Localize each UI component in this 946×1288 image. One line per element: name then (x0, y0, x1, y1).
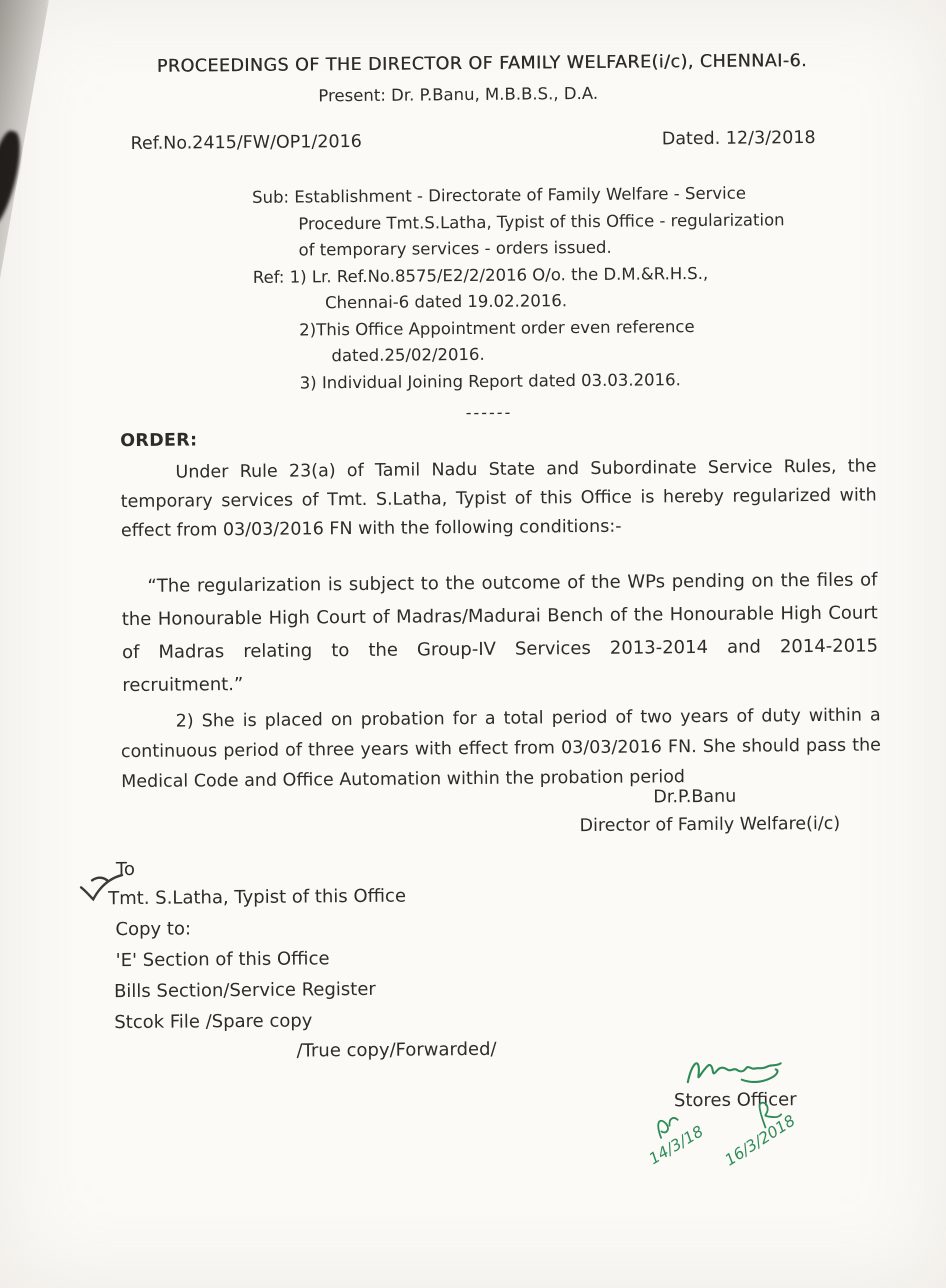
reference-line: 3) Individual Joining Report dated 03.03.2016. (299, 369, 681, 393)
signature-scribble-icon (684, 1053, 786, 1092)
copy-item: 'E' Section of this Office (115, 948, 330, 972)
subject-line: Procedure Tmt.S.Latha, Typist of this Office - regularization (298, 209, 785, 234)
copy-item: Bills Section/Service Register (113, 978, 376, 1003)
reference-line: Ref: 1) Lr. Ref.No.8575/E2/2/2016 O/o. the D.M.&R.H.S., (252, 263, 709, 287)
handwritten-date-left: 14/3/18 (645, 1122, 707, 1169)
order-heading: ORDER: (120, 430, 198, 452)
subject-line: Sub: Establishment - Directorate of Family Welfare - Service (252, 183, 747, 207)
order-paragraph-3: 2) She is placed on probation for a total period of two years of duty within a continuous period of three years with effect from 03/03/2016 FN. She should pass the Medical Code and Office Automation within the probation period (120, 705, 881, 793)
order-paragraph-1: Under Rule 23(a) of Tamil Nadu State and Subordinate Service Rules, the temporary services of Tmt. S.Latha, Typist of this Office is hereby regularized with effect from 03/03/2016 FN with the following conditions:- (120, 456, 877, 542)
present-line: Present: Dr. P.Banu, M.B.B.S., D.A. (318, 83, 599, 106)
ref-number: Ref.No.2415/FW/OP1/2016 (130, 131, 362, 154)
page-title: PROCEEDINGS OF THE DIRECTOR OF FAMILY WELFARE(i/c), CHENNAI-6. (156, 51, 808, 77)
reference-line: Chennai-6 dated 19.02.2016. (324, 291, 568, 313)
reference-line: dated.25/02/2016. (331, 344, 485, 366)
meta-row (131, 128, 816, 154)
reference-line: 2)This Office Appointment order even reference (299, 316, 695, 340)
true-copy-line: /True copy/Forwarded/ (296, 1038, 497, 1062)
separator-dashes: ------ (465, 402, 513, 423)
dated-label: Dated. 12/3/2018 (661, 127, 816, 150)
handwritten-date-right: 16/3/2018 (721, 1111, 799, 1170)
stores-officer-label: Stores Officer (673, 1089, 797, 1112)
to-label: To (115, 858, 135, 881)
order-paragraph-2: “The regularization is subject to the outcome of the WPs pending on the files of the Honourable High Court of Madras/Madurai Bench of the Honourable High Court of Madras relating to the Group-IV Services 2013-2014 and 2014-2015 recruitment.” (121, 569, 879, 697)
subject-ref-block (252, 180, 844, 397)
copy-item: Stcok File /Spare copy (114, 1010, 313, 1034)
subject-line: of temporary services - orders issued. (298, 237, 612, 260)
signatory-name: Dr.P.Banu (653, 786, 737, 808)
copy-to-label: Copy to: (115, 918, 192, 941)
signatory-designation: Director of Family Welfare(i/c) (579, 813, 841, 837)
addressee-line: Tmt. S.Latha, Typist of this Office (108, 885, 407, 910)
